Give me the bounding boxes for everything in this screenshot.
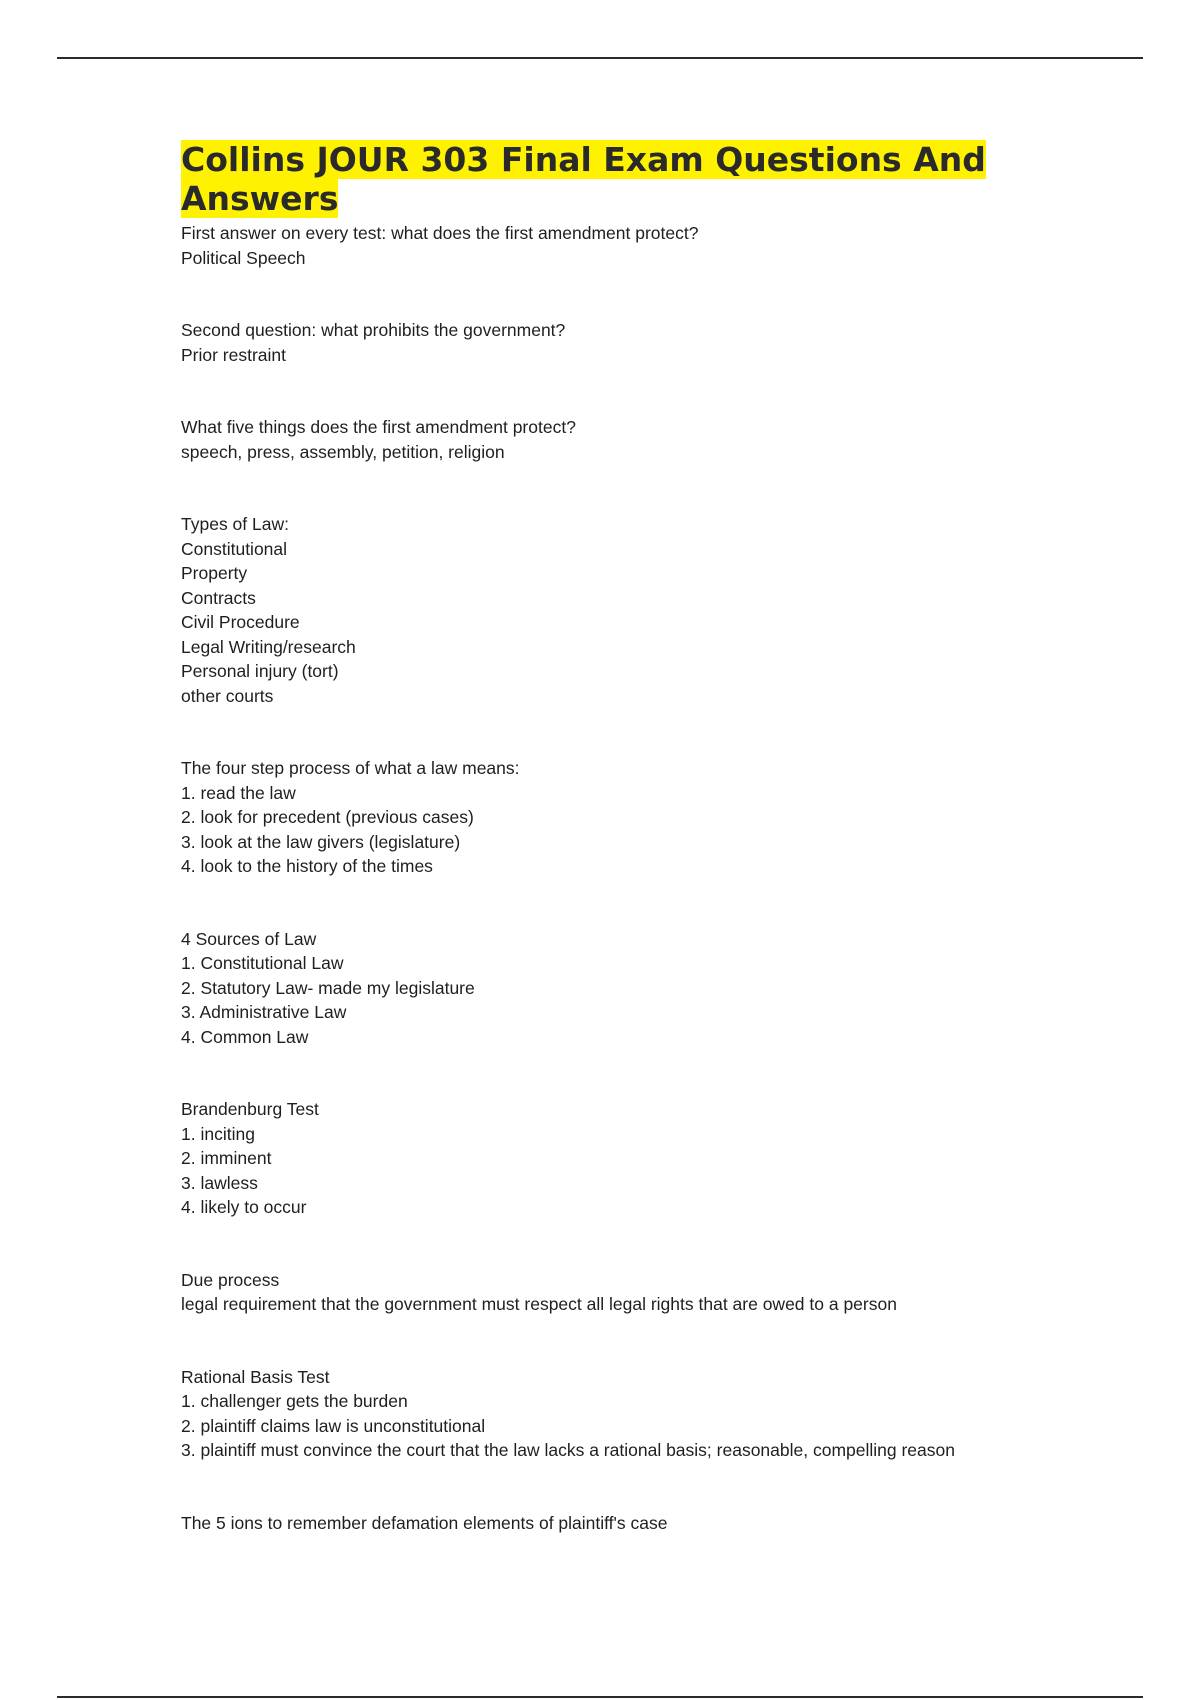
bottom-rule [57, 1696, 1143, 1698]
top-rule [57, 57, 1143, 59]
title-highlight: Collins JOUR 303 Final Exam Questions And Answers [181, 140, 986, 218]
qa-block-due-process: Due process legal requirement that the government must respect all legal rights that are owed to a person [181, 1269, 897, 1314]
qa-block-prior-restraint: Second question: what prohibits the government? Prior restraint [181, 320, 566, 365]
qa-block-types-of-law: Types of Law: Constitutional Property Contracts Civil Procedure Legal Writing/research Personal injury (tort) other courts [181, 514, 356, 706]
qa-block-first-amendment: First answer on every test: what does the first amendment protect? Political Speech [181, 223, 699, 268]
qa-block-brandenburg-test: Brandenburg Test 1. inciting 2. imminent 3. lawless 4. likely to occur [181, 1099, 319, 1217]
qa-block-four-step-process: The four step process of what a law means: 1. read the law 2. look for precedent (previous cases) 3. look at the law givers (legislature) 4. look to the history of the times [181, 758, 520, 876]
qa-block-five-freedoms: What five things does the first amendment protect? speech, press, assembly, petition, religion [181, 417, 576, 462]
qa-block-sources-of-law: 4 Sources of Law 1. Constitutional Law 2. Statutory Law- made my legislature 3. Administrative Law 4. Common Law [181, 928, 475, 1047]
qa-block-rational-basis-test: Rational Basis Test 1. challenger gets the burden 2. plaintiff claims law is unconstitutional 3. plaintiff must convince the court that the law lacks a rational basis; reasonable, compelling reason [181, 1366, 955, 1460]
qa-block-defamation-ions: The 5 ions to remember defamation elements of plaintiff's case [181, 1512, 668, 1533]
document-title [181, 140, 1061, 218]
document-body [181, 140, 1061, 1535]
